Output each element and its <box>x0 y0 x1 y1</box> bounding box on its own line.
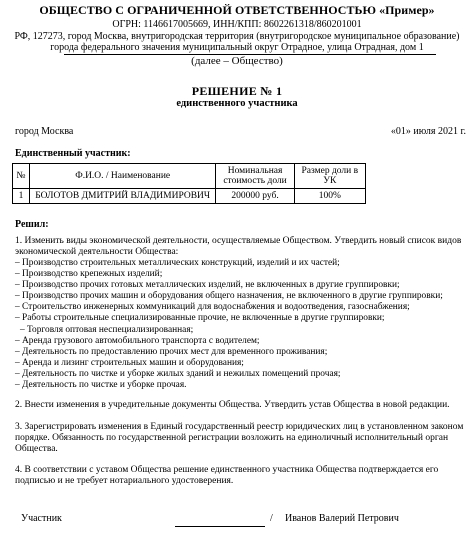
table-header-cell: Ф.И.О. / Наименование <box>29 164 216 189</box>
table-cell: 200000 руб. <box>216 189 294 204</box>
table-header-row <box>13 164 366 189</box>
table-cell: БОЛОТОВ ДМИТРИЙ ВЛАДИМИРОВИЧ <box>29 189 216 204</box>
table-cell: 1 <box>13 189 30 204</box>
short-name: (далее – Общество) <box>191 55 283 67</box>
list-item: – Аренда и лизинг строительных машин и оборудования; <box>15 357 244 368</box>
signatory-name: Иванов Валерий Петрович <box>285 513 399 524</box>
signature-slash: / <box>270 513 273 524</box>
list-item: – Работы строительные специализированные прочие, не включенные в другие группировки; <box>15 313 385 324</box>
table-header-cell: Размер доли в УК <box>294 164 365 189</box>
list-item: – Аренда грузового автомобильного транспорта с водителем; <box>15 335 260 346</box>
decision-subtitle: единственного участника <box>176 98 298 109</box>
decision-date: «01» июля 2021 г. <box>390 126 466 137</box>
list-item: – Производство строительных металлических конструкций, изделий и их частей; <box>15 258 340 268</box>
table-header-cell: Номинальная стоимость доли <box>216 164 294 189</box>
activity-list <box>15 258 470 391</box>
decision-title: РЕШЕНИЕ № 1 <box>191 84 283 98</box>
resolved-label: Решил: <box>15 219 49 230</box>
list-item: – Деятельность по предоставлению прочих мест для временного проживания; <box>15 346 328 357</box>
ogrn-line: ОГРН: 1146617005669, ИНН/КПП: 8602261318/860201001 <box>112 19 362 30</box>
signature-line <box>175 526 265 527</box>
paragraph-2: 2. Внести изменения в учредительные документы Общества. Утвердить устав Общества в новой редакции. <box>15 400 450 410</box>
participant-table <box>12 163 366 204</box>
paragraph-1-intro: 1. Изменить виды экономической деятельности, осуществляемые Обществом. Утвердить новый список видов экономической деятельности Общества: <box>15 236 462 257</box>
list-item: – Производство прочих машин и оборудования общего назначения, не включенного в другие группировки; <box>15 291 443 302</box>
participant-label: Единственный участник: <box>15 148 131 159</box>
list-item: – Деятельность по чистке и уборке жилых зданий и нежилых помещений прочая; <box>15 368 341 379</box>
table-cell: 100% <box>294 189 365 204</box>
signature-label: Участник <box>21 513 62 524</box>
list-item: – Производство прочих готовых металлических изделий, не включенных в другие группировки; <box>15 280 400 291</box>
list-item: – Строительство инженерных коммуникаций для водоснабжения и водоотведения, газоснабжения; <box>15 302 410 313</box>
list-item: – Торговля оптовая неспециализированная; <box>20 324 194 335</box>
address-line-1: РФ, 127273, город Москва, внутригородская территория (внутригородское муниципальное образование) <box>14 31 460 42</box>
address-line-2: города федерального значения муниципальный округ Отрадное, улица Отрадная, дом 1 <box>50 42 424 53</box>
paragraph-4: 4. В соответствии с уставом Общества решение единственного участника Общества подтверждается его подписью и не требует нотариального удостоверения. <box>15 465 439 486</box>
table-header-cell: № <box>13 164 30 189</box>
paragraph-3: 3. Зарегистрировать изменения в Единый государственный реестр юридических лиц в установленном законом порядке. Обязанность по государственной регистрации возложить на единоличный исполнительный орган Общества. <box>15 422 464 454</box>
list-item: – Деятельность по чистке и уборке прочая. <box>15 380 187 391</box>
table-row <box>13 189 366 204</box>
list-item: – Производство крепежных изделий; <box>15 269 163 280</box>
company-name: ОБЩЕСТВО С ОГРАНИЧЕННОЙ ОТВЕТСТВЕННОСТЬЮ «Пример» <box>39 3 435 17</box>
decision-city: город Москва <box>15 126 74 137</box>
